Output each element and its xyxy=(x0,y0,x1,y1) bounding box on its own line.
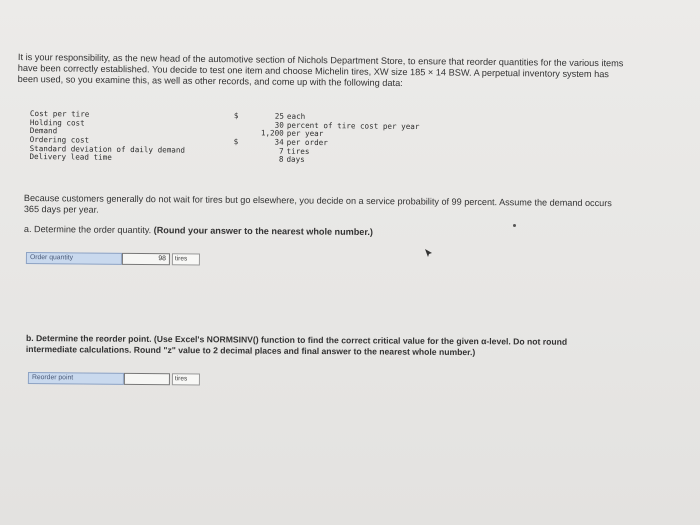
data-value: 8 xyxy=(278,155,284,165)
question-b-prefix: b. Determine the reorder point. xyxy=(25,333,152,344)
reorder-point-label: Reorder point xyxy=(28,372,124,385)
data-unit: tires xyxy=(286,146,310,156)
data-value: 25 xyxy=(274,111,284,121)
question-a xyxy=(24,224,373,237)
reorder-point-unit: tires xyxy=(172,373,200,385)
inventory-data-table xyxy=(29,109,420,165)
data-label: Holding cost xyxy=(29,117,85,128)
data-value: 1,200 xyxy=(260,128,284,139)
data-unit: per order xyxy=(286,137,328,148)
bullet-dot-icon xyxy=(513,224,516,227)
mouse-cursor-icon xyxy=(424,248,434,258)
data-dollar: $ xyxy=(233,111,239,121)
problem-intro: It is your responsibility, as the new head of the automotive section of Nichols Department Store, to ensure that reorder quantities for the various items have been correctly established. You decide to test one item and choose Michelin tires, XW size 185 × 14 BSW. A perpetual inventory system has been used, so you examine this, as well as other records, and come up with the following data: xyxy=(17,52,624,89)
question-a-instruction: (Round your answer to the nearest whole number.) xyxy=(153,225,374,238)
data-dollar: $ xyxy=(233,137,239,147)
data-label: Delivery lead time xyxy=(29,152,112,163)
data-label: Ordering cost xyxy=(29,135,90,145)
data-unit: each xyxy=(286,111,306,121)
data-value: 30 xyxy=(274,120,284,130)
data-unit: days xyxy=(286,155,305,165)
order-quantity-label: Order quantity xyxy=(26,252,122,265)
data-label: Cost per tire xyxy=(29,109,90,119)
question-b-instruction: (Use Excel's NORMSINV() function to find the correct critical value for the given α-level. Do not round intermediate calculations. Round "z" value to 2 decimal places and final answer to the nearest whole number.) xyxy=(25,333,568,357)
data-value: 34 xyxy=(274,137,284,147)
data-label: Standard deviation of daily demand xyxy=(29,143,186,155)
reorder-point-input[interactable] xyxy=(124,373,170,385)
order-quantity-unit: tires xyxy=(172,253,200,265)
service-probability-paragraph: Because customers generally do not wait for tires but go elsewhere, you decide on a service probability of 99 percent. Assume the demand occurs 365 days per year. xyxy=(23,193,612,215)
data-value: 7 xyxy=(278,146,284,156)
data-unit: percent of tire cost per year xyxy=(286,120,420,131)
data-unit: per year xyxy=(286,129,324,139)
order-quantity-input[interactable]: 98 xyxy=(122,253,170,265)
question-a-prefix: a. Determine the order quantity. xyxy=(23,224,152,236)
data-label: Demand xyxy=(29,126,58,136)
question-b xyxy=(26,333,616,358)
